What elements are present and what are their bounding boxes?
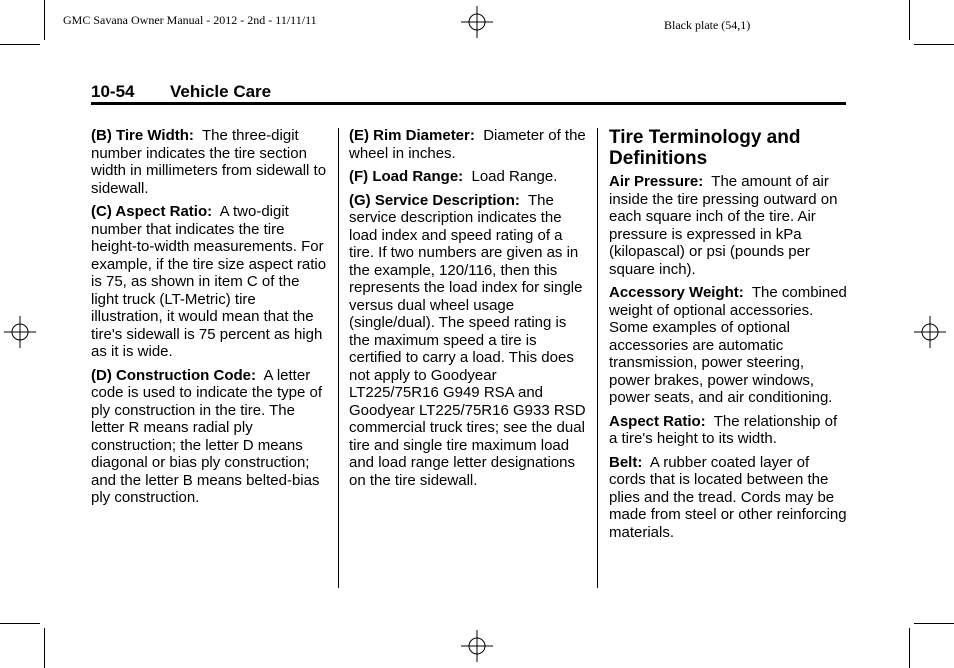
definition-paragraph <box>91 127 329 197</box>
definition-text: The service description indicates the load index and speed rating of a tire. If two numbers are given as in the example, 120/116, then this represents the load index for single versus dual wheel usage (single/dual). The speed rating is the maximum speed a tire is certified to carry a load. This does not apply to Goodyear LT225/75R16 G949 RSA and Goodyear LT225/75R16 G933 RSD commercial truck tires; see the dual tire and single tire maximum load and load range letter designations on the tire sidewall. <box>349 191 586 489</box>
definition-text: The amount of air inside the tire pressing outward on each square inch of the tire. Air pressure is expressed in kPa (kilopascal) or psi (pounds per square inch). <box>609 173 838 278</box>
subsection-heading: Tire Terminology and Definitions <box>609 127 801 169</box>
definition-text: Diameter of the wheel in inches. <box>349 127 586 162</box>
definition-term: (G) Service Description: <box>349 191 520 209</box>
definition-text: A rubber coated layer of cords that is located between the plies and the tread. Cords may be made from steel or other reinforcing materials. <box>609 453 847 541</box>
definition-term: Air Pressure: <box>609 173 704 190</box>
registration-mark-icon <box>4 316 36 348</box>
crop-mark <box>914 44 954 45</box>
crop-mark <box>44 0 45 40</box>
crop-mark <box>909 0 910 40</box>
definition-text: The relationship of a tire's height to its width. <box>609 412 838 447</box>
column-divider <box>597 128 598 588</box>
registration-mark-icon <box>461 630 493 662</box>
definition-text: The combined weight of optional accessories. Some examples of optional accessories are automatic transmission, power steering, power brakes, power windows, power seats, and air conditioning. <box>609 284 847 406</box>
definition-text: A two-digit number that indicates the tire height-to-width measurements. For example, if the tire size aspect ratio is 75, as shown in item C of the light truck (LT-Metric) tire illustration, it would mean that the tire's sidewall is 75 percent as high as it is wide. <box>91 203 327 360</box>
definition-term: (D) Construction Code: <box>91 366 256 384</box>
definition-term: Belt: <box>609 453 643 471</box>
definition-paragraph <box>91 203 329 361</box>
definition-text: A letter code is used to indicate the type of ply construction in the tire. The letter R means radial ply construction; the letter D means diagonal or bias ply construction; and the letter B means belted-bias ply construction. <box>91 366 322 506</box>
heading-rule <box>91 102 846 105</box>
registration-mark-icon <box>461 6 493 38</box>
definition-paragraph <box>609 284 847 407</box>
definition-paragraph <box>609 173 847 278</box>
definition-paragraph <box>349 192 589 490</box>
column-divider <box>338 128 339 588</box>
definition-paragraph <box>91 367 329 507</box>
definition-paragraph <box>349 168 589 186</box>
print-header-left: GMC Savana Owner Manual - 2012 - 2nd - 11/11/11 <box>63 13 317 27</box>
registration-mark-icon <box>914 316 946 348</box>
crop-mark <box>44 628 45 668</box>
print-header-right: Black plate (54,1) <box>664 18 751 32</box>
column-2 <box>349 127 589 495</box>
definition-paragraph <box>349 127 589 162</box>
definition-paragraph <box>609 454 847 542</box>
crop-mark <box>914 623 954 624</box>
section-heading <box>91 82 271 102</box>
definition-term: Aspect Ratio: <box>609 412 706 430</box>
definition-term: (C) Aspect Ratio: <box>91 203 213 220</box>
crop-mark <box>0 44 40 45</box>
crop-mark <box>909 628 910 668</box>
section-title: Vehicle Care <box>170 82 272 101</box>
crop-mark <box>0 623 40 624</box>
column-3 <box>609 127 847 547</box>
page-number: 10-54 <box>91 82 135 101</box>
definition-text: Load Range. <box>471 168 558 185</box>
definition-term: (E) Rim Diameter: <box>349 127 475 144</box>
column-1 <box>91 127 329 513</box>
definition-paragraph <box>609 413 847 448</box>
definition-term: (B) Tire Width: <box>91 127 194 144</box>
definition-term: Accessory Weight: <box>609 284 744 301</box>
definition-term: (F) Load Range: <box>349 168 464 185</box>
definition-text: The three-digit number indicates the tire section width in millimeters from sidewall to sidewall. <box>91 127 327 197</box>
